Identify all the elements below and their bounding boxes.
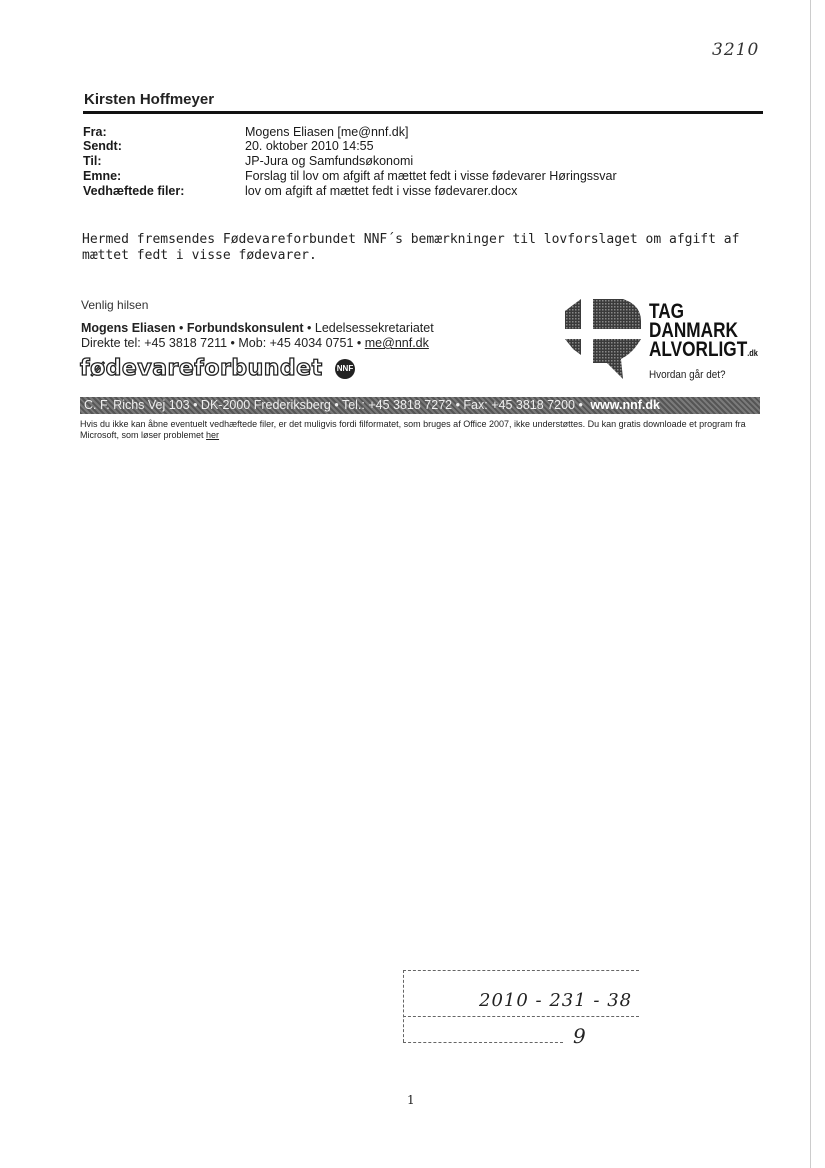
mailbox-owner: Kirsten Hoffmeyer xyxy=(84,91,215,108)
signature-department: Ledelsessekretariatet xyxy=(314,321,434,335)
bullet: • xyxy=(307,321,312,335)
signature-email-link[interactable]: me@nnf.dk xyxy=(364,336,429,350)
header-label: Fra: xyxy=(83,125,107,139)
address-bar xyxy=(80,397,760,414)
campaign-line-3: ALVORLIGT xyxy=(649,338,748,361)
notice-text: Hvis du ikke kan åbne eventuelt vedhæftede filer, er det muligvis fordi filformatet, som bruges af Office 2007, ikke understøttes. Du kan gratis downloade et program fra Microsoft, som løser problemet xyxy=(80,419,746,440)
website-link[interactable]: www.nnf.dk xyxy=(590,398,660,412)
campaign-title xyxy=(649,302,758,363)
page-number: 1 xyxy=(407,1093,415,1107)
signature-greeting: Venlig hilsen xyxy=(81,298,149,312)
header-row-attachments xyxy=(83,184,517,199)
campaign-line-1: TAG xyxy=(649,300,685,323)
signature-name: Mogens Eliasen xyxy=(81,321,176,335)
stamp-bottom-line xyxy=(403,1042,563,1043)
header-label: Vedhæftede filer: xyxy=(83,184,185,198)
header-rule xyxy=(83,111,763,114)
bullet: • xyxy=(356,336,362,350)
header-label: Til: xyxy=(83,154,102,168)
registry-stamp xyxy=(401,968,641,1046)
signature-name-line xyxy=(81,321,434,335)
header-label: Emne: xyxy=(83,169,122,183)
email-body: Hermed fremsendes Fødevareforbundet NNF´s bemærkninger til lovforslaget om afgift af mættet fedt i visse fødevarer. xyxy=(82,232,740,263)
campaign-suffix: .dk xyxy=(747,348,758,358)
campaign-line-2: DANMARK xyxy=(649,319,738,342)
campaign-line-3-wrap xyxy=(649,340,758,363)
scan-edge xyxy=(810,0,811,1168)
compatibility-notice xyxy=(80,419,760,441)
header-value: 20. oktober 2010 14:55 xyxy=(245,139,374,153)
brand-badge-icon: NNF xyxy=(335,359,355,379)
header-value: Forslag til lov om afgift af mættet fedt i visse fødevarer Høringssvar xyxy=(245,169,617,183)
handwritten-corner-note: 3210 xyxy=(712,40,760,60)
stamp-top-line xyxy=(403,970,639,971)
notice-link[interactable]: her xyxy=(206,430,220,440)
bullet: • xyxy=(178,321,184,335)
signature-contact-line xyxy=(81,336,429,350)
signature-phones: Direkte tel: +45 3818 7211 • Mob: +45 4034 0751 xyxy=(81,336,354,350)
header-row-to xyxy=(83,154,413,169)
stamp-mid-line xyxy=(403,1016,639,1017)
stamp-case-number: 2010 - 231 - 38 xyxy=(479,990,633,1011)
speech-flag-icon xyxy=(563,297,647,383)
header-row-sent xyxy=(83,139,374,154)
brand-logo-text: fødevareforbundet xyxy=(80,356,323,381)
header-row-from xyxy=(83,125,408,140)
campaign-logo xyxy=(563,297,763,383)
signature-title: Forbundskonsulent xyxy=(186,321,304,335)
attachment-filename: lov om afgift af mættet fedt i visse fødevarer.docx xyxy=(245,184,518,198)
campaign-tagline: Hvordan går det? xyxy=(649,369,726,381)
header-value: JP-Jura og Samfundsøkonomi xyxy=(245,154,414,168)
address-text: C. F. Richs Vej 103 • DK-2000 Frederiksberg • Tel.: +45 3818 7272 • Fax: +45 3818 7200 • xyxy=(84,398,583,412)
header-value: Mogens Eliasen [me@nnf.dk] xyxy=(245,125,409,139)
stamp-doc-number: 9 xyxy=(573,1024,586,1048)
header-row-subject xyxy=(83,169,617,184)
header-label: Sendt: xyxy=(83,139,122,153)
stamp-left-line xyxy=(403,970,404,1042)
